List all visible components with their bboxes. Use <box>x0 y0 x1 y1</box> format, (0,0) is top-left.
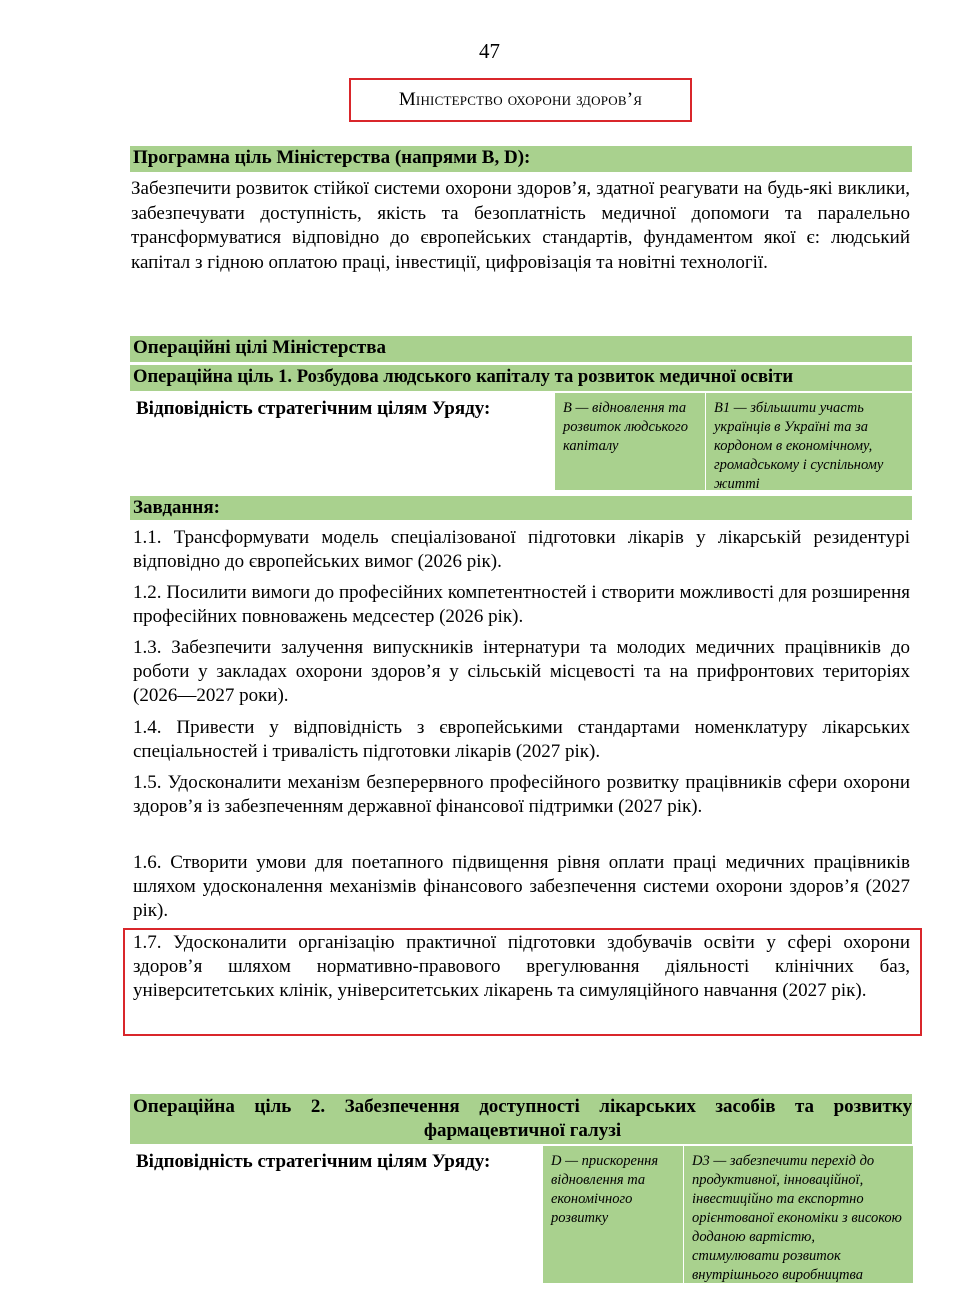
goal2-title-bar <box>130 1094 912 1144</box>
goal1-strategic-label: Відповідність стратегічним цілям Уряду: <box>136 398 491 419</box>
goal2-strategic-label: Відповідність стратегічним цілям Уряду: <box>136 1151 491 1172</box>
goal1-strategic-col1: B — відновлення та розвиток людського капіталу <box>555 393 705 490</box>
operational-goals-header: Операційні цілі Міністерства <box>130 336 912 362</box>
task-item: 1.2. Посилити вимоги до професійних компетентностей і створити можливості для розширення професійних повноважень медсестер (2026 рік). <box>133 582 910 627</box>
goal2-title: Операційна ціль 2. Забезпечення доступності лікарських засобів та розвитку фармацевтичної галузі <box>133 1096 912 1141</box>
task-item: 1.1. Трансформувати модель спеціалізованої підготовки лікарів у лікарській резидентурі відповідно до європейських вимог (2026 рік). <box>133 527 910 572</box>
goal2-strategic-col1: D — прискорення відновлення та економічного розвитку <box>543 1146 683 1283</box>
tasks-header: Завдання: <box>130 496 912 520</box>
task-item: 1.3. Забезпечити залучення випускників інтернатури та молодих медичних працівників до роботи у закладах охорони здоров’я у сільській місцевості та на прифронтових територіях (2026—2027 роки). <box>133 637 910 706</box>
ministry-title: Міністерство охорони здоров’я <box>398 89 643 110</box>
program-goal-header: Програмна ціль Міністерства (напрями B, D): <box>130 146 912 172</box>
task-item-highlighted: 1.7. Удосконалити організацію практичної підготовки здобувачів освіти у сфері охорони здоров’я шляхом нормативно-правового врегулювання діяльності клінічних баз, університетських клінік, університетських лікарень та симуляційного навчання (2027 рік). <box>133 932 910 1001</box>
program-goal-text: Забезпечити розвиток стійкої системи охорони здоров’я, здатної реагувати на будь-які виклики, забезпечувати доступність, якість та безоплатність медичної допомоги та паралельно трансформуватися відповідно до європейських стандартів, фундаментом якої є: людський капітал з гідною оплатою праці, інвестиції, цифровізація та новітні технології. <box>131 178 910 273</box>
task-item: 1.6. Створити умови для поетапного підвищення рівня оплати праці медичних працівників шляхом удосконалення механізмів фінансового забезпечення системи охорони здоров’я (2027 рік). <box>133 852 910 921</box>
ministry-title-box <box>349 78 692 122</box>
page-number: 47 <box>479 39 500 63</box>
task-item: 1.4. Привести у відповідність з європейськими стандартами номенклатуру лікарських спеціальностей і тривалість підготовки лікарів (2027 рік). <box>133 717 910 762</box>
task-item: 1.5. Удосконалити механізм безперервного професійного розвитку працівників сфери охорони здоров’я із забезпеченням державної фінансової підтримки (2027 рік). <box>133 772 910 817</box>
goal1-title: Операційна ціль 1. Розбудова людського капіталу та розвиток медичної освіти <box>130 365 912 391</box>
goal2-strategic-col2: D3 — забезпечити перехід до продуктивної, інноваційної, інвестиційно та експортно орієнтованої економіки з високою доданою вартістю, стимулювати розвиток внутрішнього виробництва <box>684 1146 913 1283</box>
goal1-strategic-col2: B1 — збільшити участь українців в Україні та за кордоном в економічному, громадському і суспільному житті <box>706 393 912 490</box>
